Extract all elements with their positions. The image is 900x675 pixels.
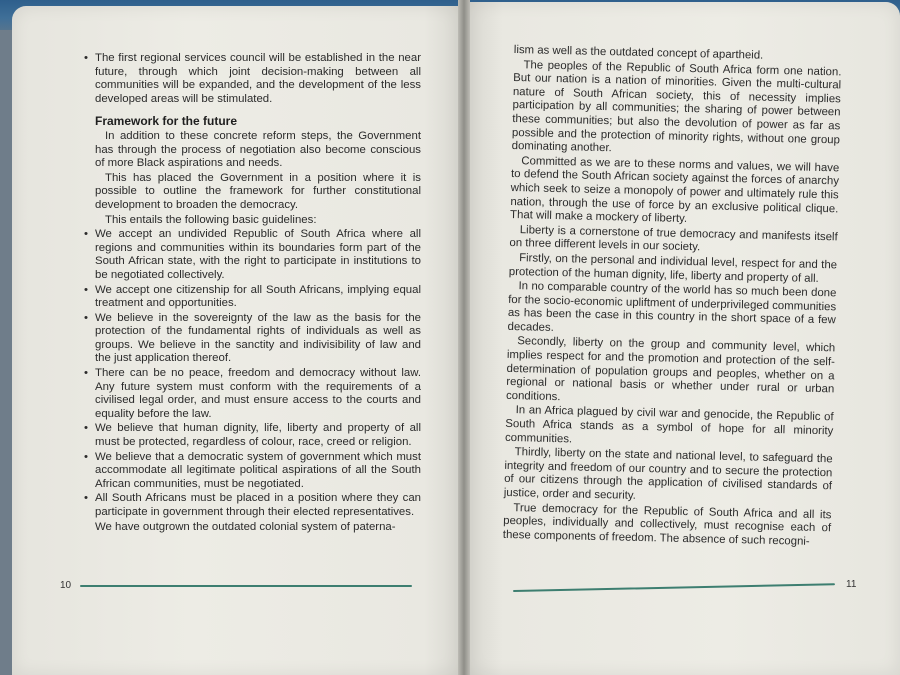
paragraph-continued: lism as well as the outdated concept of apartheid. (513, 44, 764, 62)
page-number-left: 10 (60, 580, 72, 591)
paragraph: This has placed the Government in a position where it is possible to outline the framework for further constitutional development to broaden the democracy. (95, 171, 421, 211)
paragraph: In no comparable country of the world has so much been done for the socio-economic upliftment of underprivileged communities as has been the case in this country in the short space of a few decades. (507, 280, 837, 334)
guideline-item: • We believe that a democratic system of government which must accommodate all legitimate political aspirations of all the South African communities, must be negotiated. (84, 450, 421, 490)
guideline-item: • We accept one citizenship for all South Africans, implying equal treatment and opportunities. (84, 283, 421, 310)
paragraph: True democracy for the Republic of South Africa and all its peoples, individually and collectively, must recognise each of these components of freedom. The absence of such recogni- (502, 501, 832, 548)
guideline-item: • All South Africans must be placed in a position where they can participate in government through their elected representatives. (84, 492, 421, 518)
paragraph: In addition to these concrete reform steps, the Government has through the process of negotiation also become conscious of more Black aspirations and needs. (95, 129, 421, 170)
bullet-icon: • (84, 450, 88, 463)
paragraph: Committed as we are to these norms and values, we will have to defend the South African society against the forces of anarchy which seek to seize a monopoly of power and ultimately rule this nation, through the use of force by an exclusive political clique. That will make a mockery of liberty. (509, 154, 840, 226)
paragraph: Secondly, liberty on the group and community level, which implies respect for and the promotion and protection of the self-determination of population groups and peoples, whether on a regional or national basis or whether under rural or urban conditions. (505, 335, 836, 403)
paragraph: This entails the following basic guidelines: (105, 213, 317, 226)
guideline-item: • We believe that human dignity, life, liberty and property of all must be protected, regardless of colour, race, creed or religion. (84, 422, 421, 449)
guidelines-list (84, 228, 421, 519)
paragraph: The peoples of the Republic of South Africa form one nation. But our nation is a nation of minorities. Given the multi-cultural nature of South African society, this of necessity implies participation by all communities; the sharing of power between these communities; but also the devolution of power as far as possible and the protection of minority rights, without one group dominating another. (511, 58, 842, 155)
guideline-item: • We accept an undivided Republic of South Africa where all regions and communities within its boundaries form part of the South African state, with the right to participate in institutions to be negotiated collectively. (84, 228, 421, 281)
guideline-item: • We believe in the sovereignty of the law as the basis for the protection of the fundamental rights of individuals as well as groups. We believe in the sanctity and indivisibility of law and the just application thereof. (84, 311, 421, 365)
bullet-item: • The first regional services council will be established in the near future, through which joint decision-making between all communities will be expanded, and the development of the less developed areas will be stimulated. (84, 52, 421, 105)
bullet-list-top (84, 52, 421, 106)
bullet-icon: • (84, 228, 88, 241)
section-heading: Framework for the future (95, 114, 238, 129)
left-page-text (84, 52, 421, 535)
paragraph: In an Africa plagued by civil war and genocide, the Republic of South Africa stands as a symbol of hope for all minority communities. (504, 404, 834, 446)
bullet-icon: • (84, 422, 88, 435)
right-page-text (503, 44, 842, 551)
bullet-icon: • (84, 52, 88, 64)
guideline-item: • There can be no peace, freedom and democracy without law. Any future system must conform with the requirements of a civilised legal order, and must ensure access to the courts and equality before the law. (84, 367, 421, 420)
book-gutter (458, 0, 470, 675)
bullet-icon: • (84, 367, 88, 380)
bullet-icon: • (84, 311, 88, 324)
footer-rule-left (80, 585, 412, 587)
page-number-right: 11 (846, 579, 857, 590)
paragraph: Thirdly, liberty on the state and national level, to safeguard the integrity and freedom of our country and to secure the protection of our citizens through the application of civilised standards of justice, order and security. (503, 446, 833, 502)
bullet-icon: • (84, 492, 88, 505)
paragraph: Firstly, on the personal and individual level, respect for and the protection of the human dignity, life, liberty and property of all. (508, 252, 838, 285)
bullet-icon: • (84, 283, 88, 296)
paragraph-closing: We have outgrown the outdated colonial system of paterna- (95, 520, 396, 533)
paragraph: Liberty is a cornerstone of true democracy and manifests itself on three different levels in our society. (509, 223, 838, 254)
